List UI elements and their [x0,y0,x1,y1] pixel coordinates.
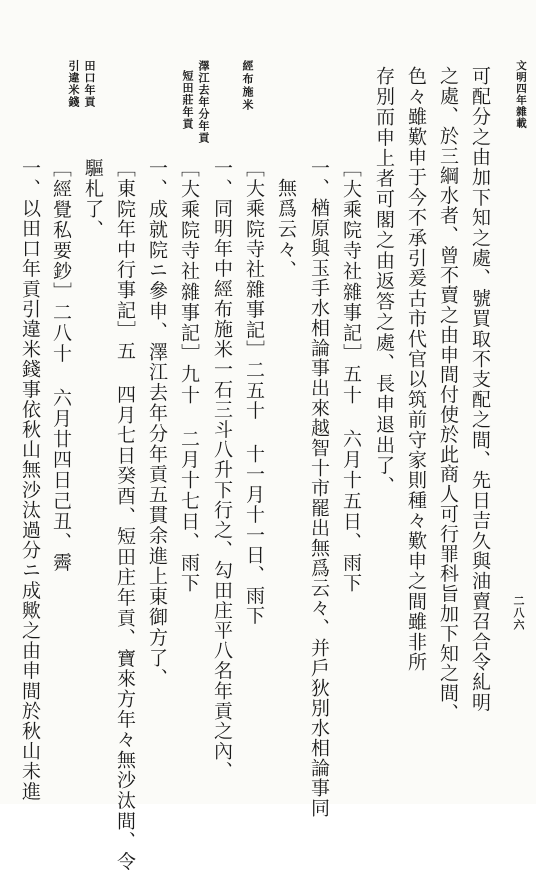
source-heading: ［東院年中行事記］五 四月七日癸酉、短田庄年貢、寶來方年々無沙汰間、令 [114,158,136,872]
running-head: 文明四年雜載 [515,60,527,129]
body-column-2: 之處、於三綱水者、曾不賣之由申間付使於此商人可行罪科旨加下知之間、 [437,66,459,723]
source-heading: ［經覺私要鈔］二八十 六月廿四日己丑、霽 [50,158,72,573]
index-item: 短田莊年貢 [181,70,194,130]
index-item: 田口年貢 [83,60,96,108]
body-column-11: 一、成就院ニ參申、澤江去年分年貢五貫余進上東御方了、 [146,158,168,689]
source-heading: ［大乘院寺社雜事記］二五十 十一月十一日、雨下 [243,158,265,626]
body-column-13: 驅札了、 [82,158,104,240]
body-column-4: 存別而申上者可閣之由返答之處、長申退出了、 [373,66,395,497]
body-column-15: 一、以田口年貢引違米錢事依秋山無沙汰過分ニ成歟之由申間於秋山未進 [19,158,41,802]
source-heading: ［大乘院寺社雜事記］五十 六月十五日、雨下 [340,158,362,594]
index-item: 澤江去年分年貢 [197,60,210,144]
body-column-9: 一、同明年中經布施米一石三斗八升下行之、勾田庄平八名年貢之內、 [211,158,233,782]
body-column-3: 色々雖歎申于今不承引爰古市代官以筑前守家則種々歎申之間雖非所 [405,66,427,672]
body-column-7: 無爲云々、 [275,178,297,281]
body-column-1: 可配分之由加下知之處、號買取不支配之間、先日吉久與油賣召合令糺明 [469,66,491,713]
body-column-6: 一、楢原與玉手水相論事出來越智十市罷出無爲云々、并戶狄別水相論事同 [308,158,330,818]
index-item: 經布施米 [241,60,254,112]
page-number: 二八六 [512,595,525,631]
index-item: 引違米錢 [67,60,80,108]
source-heading: ［大乘院寺社雜事記］九十 二月十七日、雨下 [178,158,200,594]
